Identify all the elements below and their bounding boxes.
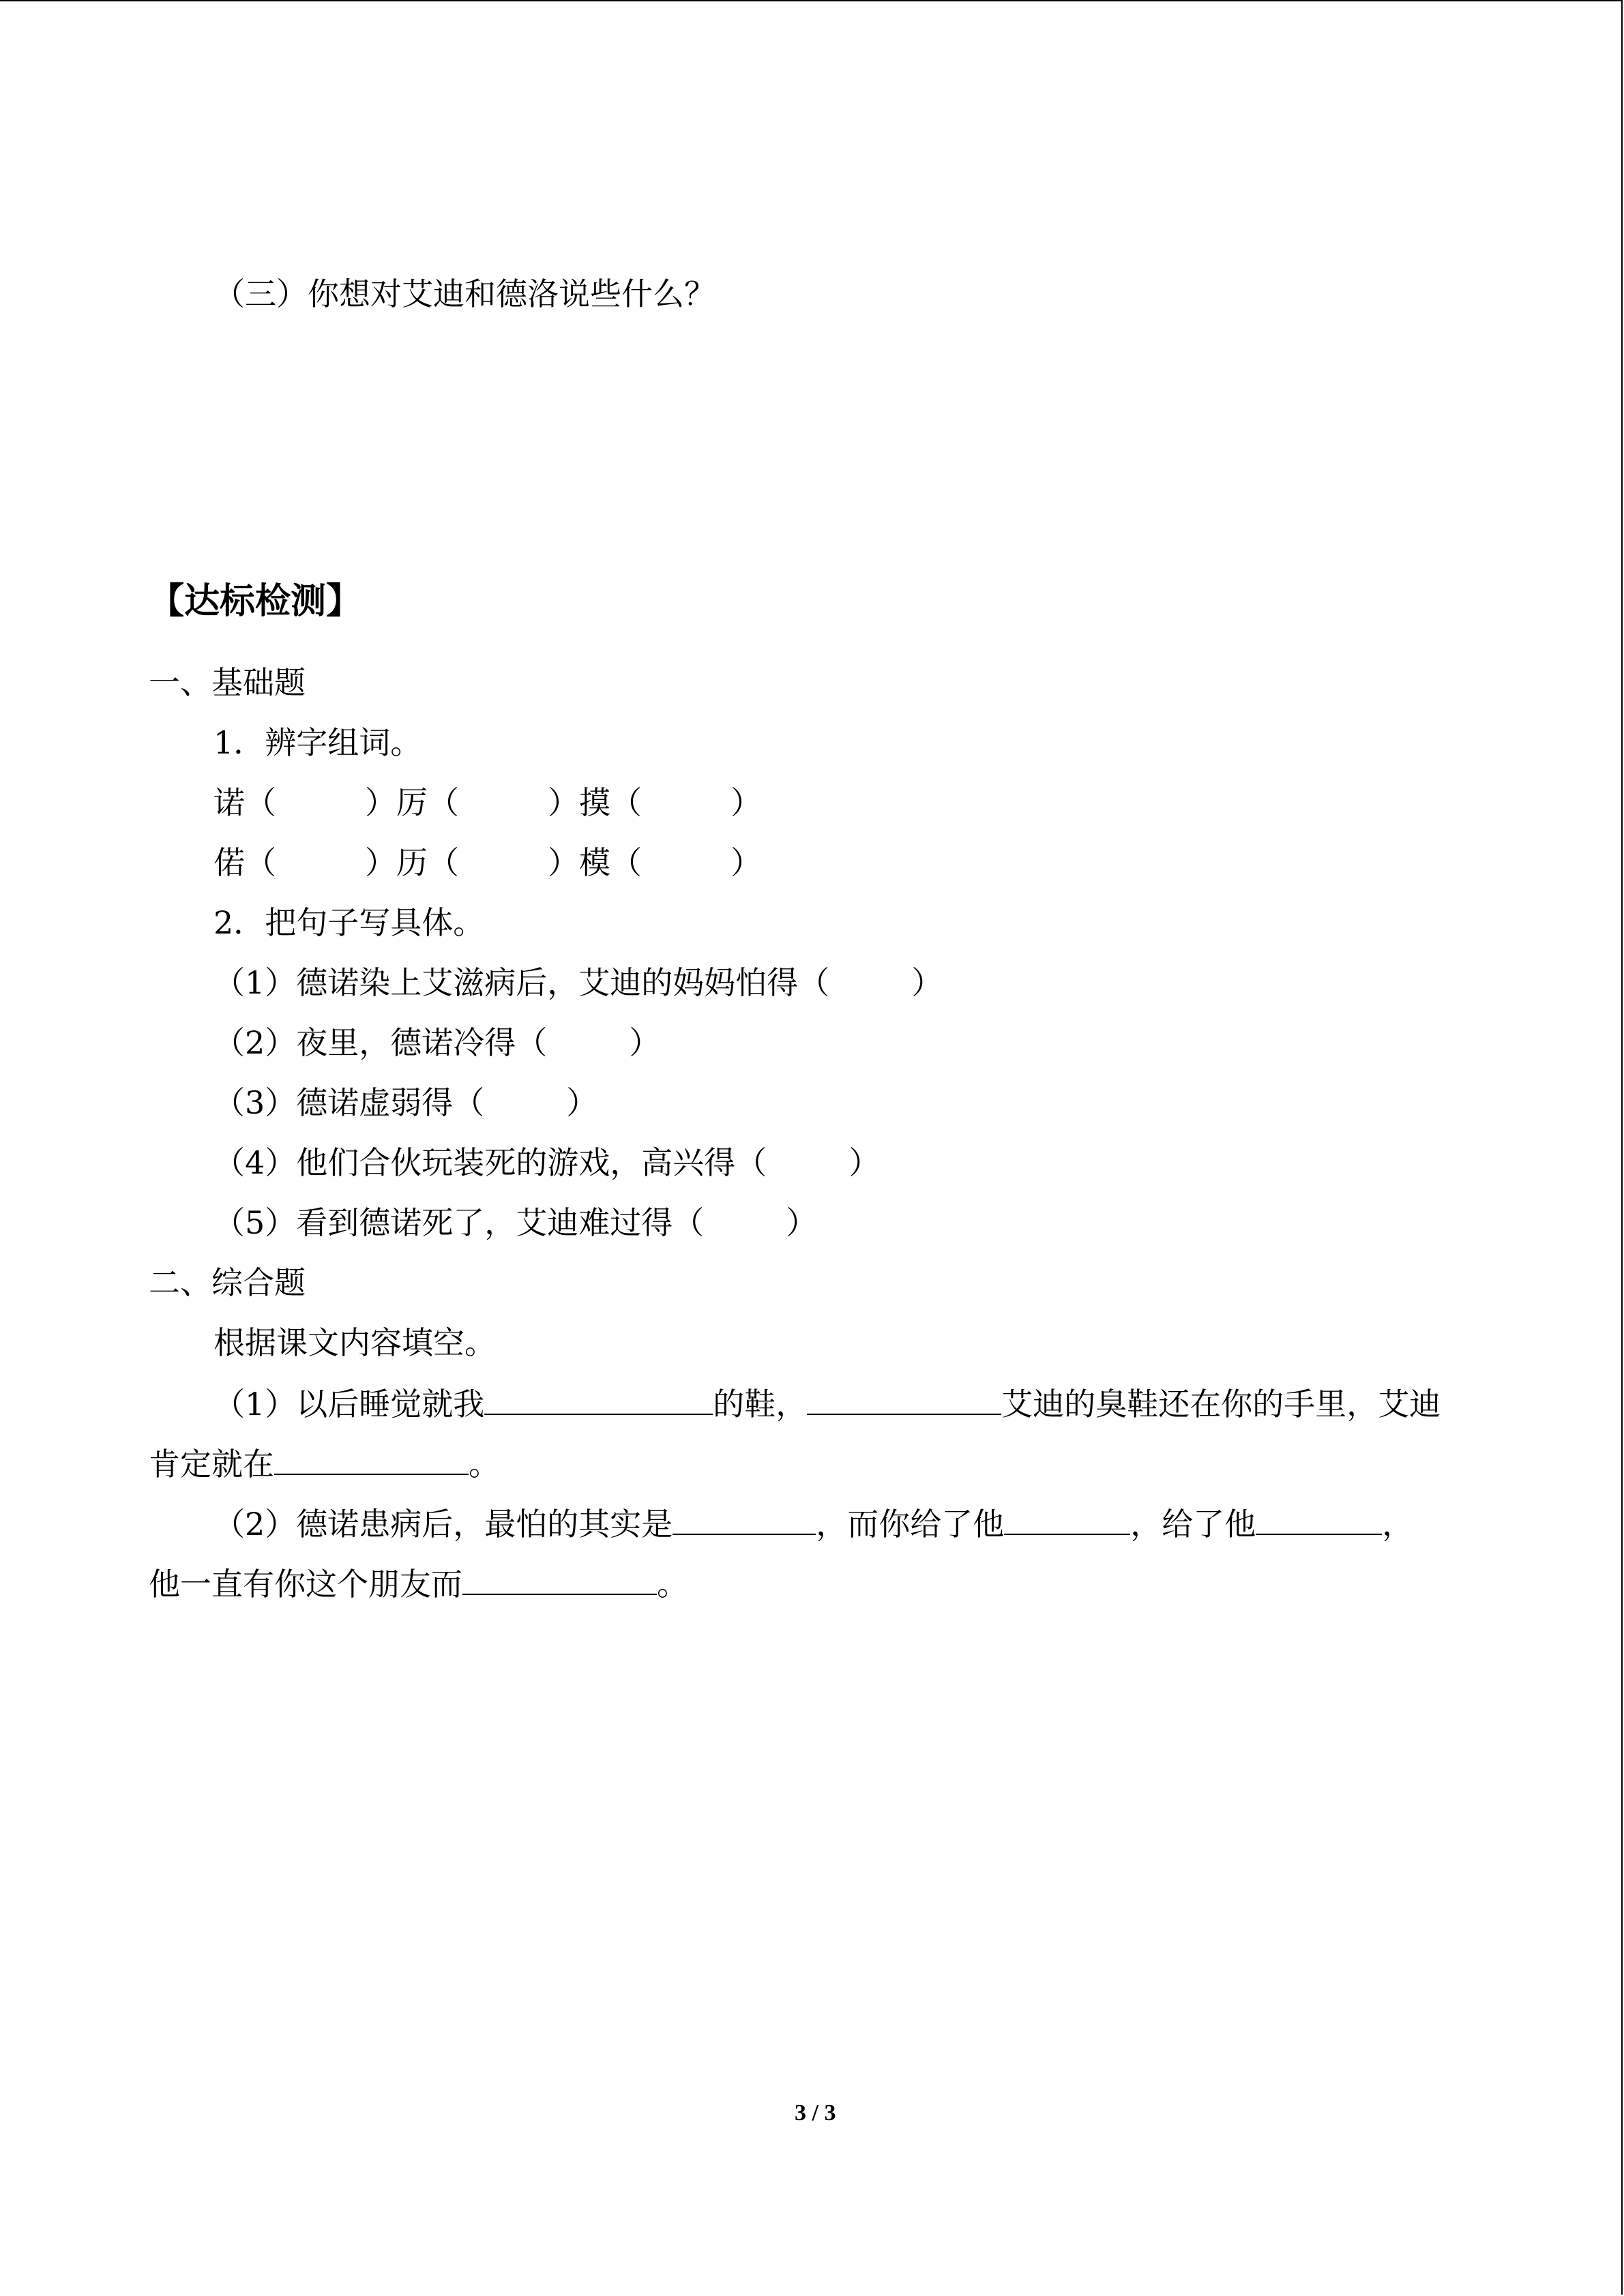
part1-title: 一、基础题	[149, 664, 306, 701]
question-three: （三）你想对艾迪和德洛说些什么？	[213, 275, 715, 312]
answer-blank[interactable]	[1256, 1504, 1382, 1535]
answer-blank[interactable]	[462, 1564, 657, 1595]
answer-blank[interactable]	[484, 1384, 713, 1415]
fill-sentence-2: （2）德诺患病后，最怕的其实是 ，而你给了他 ，给了他 ，	[213, 1504, 1413, 1543]
sentence-item: （3）德诺虚弱得（ ）	[213, 1084, 598, 1121]
char-item: 模（ ）	[579, 844, 762, 881]
char-item: 诺（ ）	[213, 784, 396, 821]
sentence-item: （2）夜里，德诺冷得（ ）	[213, 1024, 661, 1061]
char-item: 摸（ ）	[579, 784, 762, 821]
part2-title: 二、综合题	[149, 1264, 306, 1301]
fill-sentence-1: （1）以后睡觉就我 的鞋， 艾迪的臭鞋还在你的手里，艾迪	[213, 1384, 1441, 1423]
answer-blank[interactable]	[274, 1444, 469, 1475]
char-row-1	[213, 784, 762, 822]
sentence-item: （1）德诺染上艾滋病后，艾迪的妈妈怕得（ ）	[213, 964, 943, 1001]
answer-blank[interactable]	[807, 1384, 1001, 1415]
page-number: 3 / 3	[795, 2100, 836, 2126]
char-item: 偌（ ）	[213, 844, 396, 881]
char-item: 历（ ）	[396, 844, 579, 881]
char-row-2	[213, 844, 762, 882]
fill-sentence-1-cont: 肯定就在 。	[149, 1444, 500, 1483]
char-item: 厉（ ）	[396, 784, 579, 821]
part2-instruction: 根据课文内容填空。	[213, 1324, 496, 1361]
answer-blank[interactable]	[1004, 1504, 1130, 1535]
fill-sentence-2-cont: 他一直有你这个朋友而 。	[149, 1564, 688, 1603]
section-title: 【达标检测】	[149, 581, 362, 622]
q2-title: 2．把句子写具体。	[213, 904, 485, 941]
q1-title: 1．辨字组词。	[213, 724, 422, 761]
answer-blank[interactable]	[673, 1504, 816, 1535]
sentence-item: （4）他们合伙玩装死的游戏，高兴得（ ）	[213, 1144, 881, 1181]
sentence-item: （5）看到德诺死了，艾迪难过得（ ）	[213, 1204, 818, 1241]
